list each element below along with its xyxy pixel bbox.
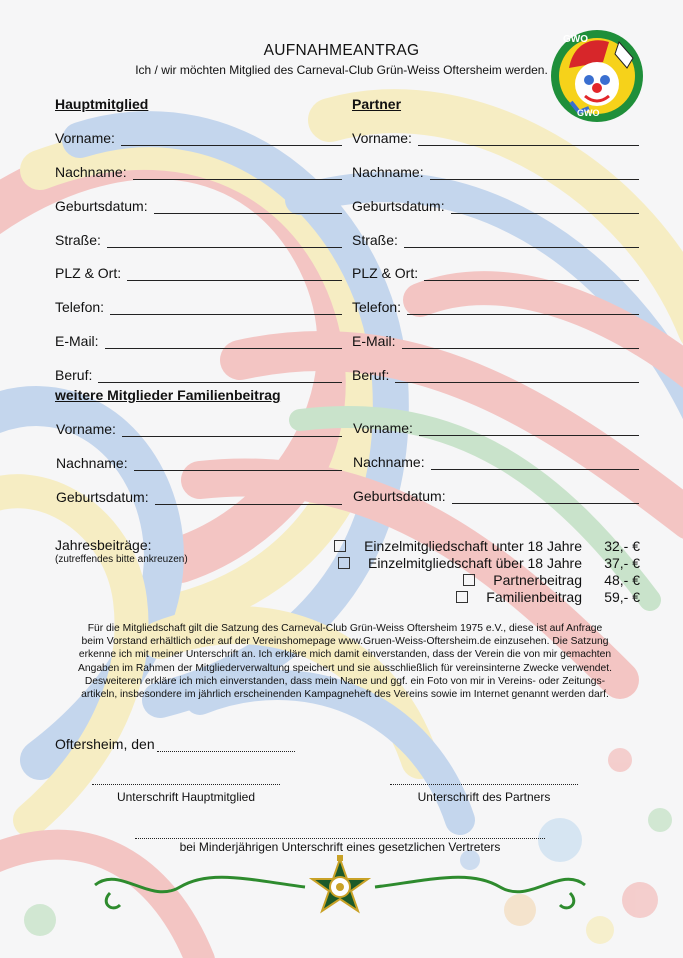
section-partner: Partner [352,96,402,112]
fee-options [300,537,640,605]
input-line[interactable] [404,233,639,248]
partner-zipcity-field[interactable] [352,263,639,281]
section-family-members: weitere Mitglieder Familienbeitrag [55,387,281,403]
partner-phone-field[interactable] [352,297,639,315]
place-date-field[interactable] [55,736,295,752]
field-label: Nachname: [55,164,127,180]
input-line[interactable] [407,300,639,315]
logo-text-bottom: GWO [577,108,600,118]
fee-option-partner[interactable] [300,571,640,588]
field-label: Geburtsdatum: [55,198,148,214]
fee-option-label: Partnerbeitrag [493,571,582,588]
form-title: AUFNAHMEANTRAG [263,42,420,59]
fee-option-price: 37,- € [604,554,640,571]
fee-checkbox[interactable] [338,557,350,569]
terms-line: artikeln, insbesondere im jährlich erscheinenden Kampagneheft des Vereins sowie im Internet genannt werden darf. [81,689,609,701]
input-line[interactable] [430,165,639,180]
fee-checkbox[interactable] [463,574,475,586]
input-line[interactable] [419,421,639,436]
field-label: PLZ & Ort: [352,265,419,281]
family1-lastname-field[interactable] [56,453,342,471]
fee-option-under18[interactable] [300,537,640,554]
fees-hint: (zutreffendes bitte ankreuzen) [55,554,188,565]
signature-guardian-caption: bei Minderjährigen Unterschrift eines gesetzlichen Vertreters [179,840,501,854]
main-job-field[interactable] [55,365,342,383]
fee-option-label: Einzelmitgliedschaft unter 18 Jahre [364,537,582,554]
main-birthdate-field[interactable] [55,196,342,214]
fee-checkbox[interactable] [334,540,346,552]
main-zipcity-field[interactable] [55,263,342,281]
fee-option-over18[interactable] [300,554,640,571]
field-label: Nachname: [353,454,425,470]
field-label: PLZ & Ort: [55,265,122,281]
input-line[interactable] [134,456,342,471]
partner-email-field[interactable] [352,331,639,349]
field-label: Vorname: [353,420,413,436]
input-line[interactable] [133,165,342,180]
input-line[interactable] [418,131,639,146]
field-label: Straße: [352,232,398,248]
fee-checkbox[interactable] [456,591,468,603]
input-line[interactable] [395,368,639,383]
field-label: Vorname: [352,130,412,146]
family2-lastname-field[interactable] [353,452,639,470]
fee-option-label: Familienbeitrag [486,588,582,605]
terms-line: Desweiteren erkläre ich mich einverstanden, dass mein Name und ggf. ein Foto von mir in Vereins- oder Zeitungs- [84,675,606,687]
terms-line: erkenne ich mit meiner Unterschrift an. Ich erkläre mich damit einverstanden, dass der Verein die von mir gemachten [78,649,612,661]
partner-birthdate-field[interactable] [352,196,639,214]
field-label: Beruf: [352,367,390,383]
input-line[interactable] [402,334,639,349]
field-label: Geburtsdatum: [353,488,446,504]
section-main-member: Hauptmitglied [55,96,149,112]
input-line[interactable] [105,334,342,349]
main-phone-field[interactable] [55,297,342,315]
input-line[interactable] [431,455,639,470]
field-label: E-Mail: [55,333,99,349]
family2-firstname-field[interactable] [353,418,639,436]
field-label: Nachname: [56,455,128,471]
fee-option-price: 48,- € [604,571,640,588]
terms-line: beim Vorstand erhältlich oder auf der Vereinshomepage www.Gruen-Weiss-Oftersheim.de einzusehen. Die Satzung [81,636,609,648]
input-line[interactable] [451,199,639,214]
terms-text [50,622,640,701]
input-line[interactable] [122,422,342,437]
fee-option-label: Einzelmitgliedschaft über 18 Jahre [367,554,582,571]
main-firstname-field[interactable] [55,128,342,146]
input-line[interactable] [127,266,342,281]
field-label: Geburtsdatum: [56,489,149,505]
input-line[interactable] [424,266,639,281]
input-line[interactable] [452,489,639,504]
fee-option-price: 32,- € [604,537,640,554]
field-label: Vorname: [56,421,116,437]
field-label: Nachname: [352,164,424,180]
input-line[interactable] [98,368,342,383]
partner-job-field[interactable] [352,365,639,383]
field-label: Telefon: [55,299,105,315]
family1-birthdate-field[interactable] [56,487,342,505]
form-subtitle: Ich / wir möchten Mitglied des Carneval-Club Grün-Weiss Oftersheim werden. [135,63,548,77]
input-line[interactable] [154,199,342,214]
date-dotted-line[interactable] [157,738,295,752]
partner-firstname-field[interactable] [352,128,639,146]
family2-birthdate-field[interactable] [353,486,639,504]
fee-option-price: 59,- € [604,588,640,605]
signature-main-caption: Unterschrift Hauptmitglied [116,790,256,804]
partner-street-field[interactable] [352,230,639,248]
partner-lastname-field[interactable] [352,162,639,180]
place-date-label: Oftersheim, den [55,736,155,752]
main-lastname-field[interactable] [55,162,342,180]
ornament-emblem-icon [90,855,590,925]
field-label: Vorname: [55,130,115,146]
fee-option-family[interactable] [300,588,640,605]
signature-guardian-line[interactable] [135,826,545,839]
family1-firstname-field[interactable] [56,419,342,437]
signature-partner-caption: Unterschrift des Partners [417,790,551,804]
signature-partner-line[interactable] [390,772,578,785]
field-label: Straße: [55,232,101,248]
input-line[interactable] [155,490,342,505]
logo-text-top: GWO [563,34,588,45]
terms-line: Für die Mitgliedschaft gilt die Satzung des Carneval-Club Grün-Weiss Oftersheim 1975 e.V., diese ist auf Anfrage [87,623,603,634]
terms-line: Angaben im Rahmen der Mitgliederverwaltung speichert und sie ausschließlich für vereinsinterne Zwecke verwendet. [78,662,612,674]
input-line[interactable] [110,300,342,315]
signature-main-line[interactable] [92,772,280,785]
field-label: Geburtsdatum: [352,198,445,214]
input-line[interactable] [121,131,342,146]
field-label: Telefon: [352,299,402,315]
main-email-field[interactable] [55,331,342,349]
fees-label: Jahresbeiträge: [55,537,152,553]
field-label: E-Mail: [352,333,396,349]
main-street-field[interactable] [55,230,342,248]
input-line[interactable] [107,233,342,248]
field-label: Beruf: [55,367,93,383]
